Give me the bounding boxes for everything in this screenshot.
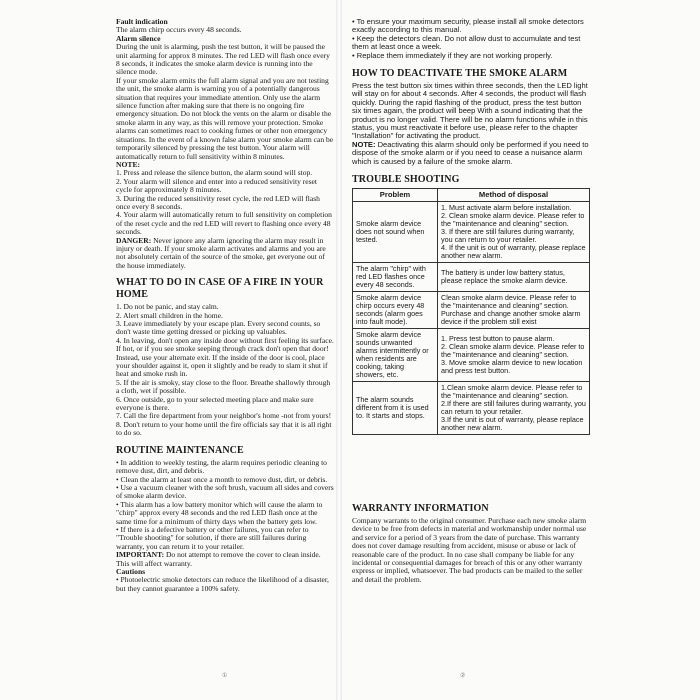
fire-step: 2. Alert small children in the home. xyxy=(116,310,223,320)
deactivate-note-text: Deactivating this alarm should only be performed if you need to dispose of the smoke alarm or if you need to cease a nuisance alarm which is caused by a failure of the smoke alarm. xyxy=(352,139,589,166)
fault-title: Fault indication xyxy=(116,17,168,26)
deactivate-note xyxy=(352,141,592,166)
table-row xyxy=(353,329,590,382)
maintenance-item: • Use a vacuum cleaner with the soft brush, vacuum all sides and covers of smoke alarm device. xyxy=(116,482,334,501)
cautions-text: • Photoelectric smoke detectors can reduce the likelihood of a disaster, but they cannot guarantee a 100% safety. xyxy=(116,575,329,593)
note-list xyxy=(116,169,334,236)
trouble-title: TROUBLE SHOOTING xyxy=(352,174,460,186)
right-page-number: ② xyxy=(460,673,466,679)
security-item: • To ensure your maximum security, please install all smoke detectors exactly according to this manual. xyxy=(352,17,584,35)
danger-paragraph xyxy=(116,237,334,271)
maintenance-item: • In addition to weekly testing, the alarm requires periodic cleaning to remove dust, dirt, and debris. xyxy=(116,457,327,476)
danger-text: Never ignore any alarm ignoring the alarm may result in injury or death. If your smoke alarm activates and alarms and you are not absolutely certain of the source of the smoke, get everyone out of the house immediately. xyxy=(116,235,326,270)
maintenance-item: • If there is a defective battery or other failures, you can refer to "Trouble shooting" for solution, if there are still failures during warranty, you can return it to your retailer. xyxy=(116,524,309,551)
important-text: Do not attempt to remove the cover to clean inside. This will affect warranty. xyxy=(116,550,321,568)
right-column xyxy=(352,18,592,435)
left-column xyxy=(116,18,334,593)
method-cell: 1. Must activate alarm before installation. 2. Clean smoke alarm device. Please refer to the "maintenance and cleaning" section. 3. If there are still failures during warranty, you can return to your retailer. 4. If the unit is out of warranty, please replace another new alarm. xyxy=(438,202,590,263)
fire-step: 3. Leave immediately by your escape plan. Every second counts, so don't waste time getting dressed or picking up valuables. xyxy=(116,319,321,337)
maintenance-item: • Clean the alarm at least once a month to remove dust, dirt, or debris. xyxy=(116,474,328,484)
silence-title: Alarm silence xyxy=(116,33,161,43)
table-row xyxy=(353,292,590,329)
problem-cell: The alarm "chirp" with red LED flashes once every 48 seconds. xyxy=(353,263,438,292)
page-gutter xyxy=(336,0,342,700)
fault-text: The alarm chirp occurs every 48 seconds. xyxy=(116,25,242,35)
maintenance-list xyxy=(116,459,334,551)
maintenance-item: • This alarm has a low battery monitor which will cause the alarm to "chirp" approx every 48 seconds and the red LED flash once at the same time for a minimum of thirty days when the battery gets low. xyxy=(116,499,323,526)
important-label: IMPORTANT: xyxy=(116,550,165,560)
important-paragraph xyxy=(116,551,334,568)
fire-step: 1. Do not be panic, and stay calm. xyxy=(116,302,219,312)
method-cell: Clean smoke alarm device. Please refer to the "maintenance and cleaning" section. Purchase and change another smoke alarm device if the problem still exist xyxy=(438,292,590,329)
problem-cell: Smoke alarm device sounds unwanted alarms intermittently or when residents are cooking, taking showers, etc. xyxy=(353,329,438,382)
danger-label: DANGER: xyxy=(116,235,152,245)
deactivate-text: Press the test button six times within three seconds, then the LED light will stay on for about 4 seconds. After 4 seconds, the product will flash quickly. During the rapid flashing of the product, press the test button six times again, the product will beep With a sound indicating that the product is no longer valid. There will be no alarm functions while in this status, you must reactivate it before use, please refer to the chapter "Installation" for activating the product. xyxy=(352,81,588,141)
fire-step: 7. Call the fire department from your neighbor's home -not from yours! xyxy=(116,411,332,421)
deactivate-note-label: NOTE: xyxy=(352,139,376,149)
deactivate-title: HOW TO DEACTIVATE THE SMOKE ALARM xyxy=(352,68,568,80)
note-title: NOTE: xyxy=(116,159,141,169)
left-page-number: ① xyxy=(222,673,228,679)
security-item: • Keep the detectors clean. Do not allow dust to accumulate and test them at least once a week. xyxy=(352,33,581,52)
problem-cell: Smoke alarm device does not sound when tested. xyxy=(353,202,438,263)
method-cell: 1.Clean smoke alarm device. Please refer to the "maintenance and cleaning" section. 2.If there are still failures during warranty, you can return to your retailer. 3.If the unit is out of warranty, please replace another new alarm. xyxy=(438,382,590,435)
note-item: 1. Press and release the silence button, the alarm sound will stop. xyxy=(116,168,313,178)
column-header-problem: Problem xyxy=(353,189,438,202)
security-item: • Replace them immediately if they are not working properly. xyxy=(352,50,553,60)
table-row xyxy=(353,263,590,292)
maintenance-title: ROUTINE MAINTENANCE xyxy=(116,444,244,456)
note-item: 2. Your alarm will silence and enter into a reduced sensitivity reset cycle for approximately 8 minutes. xyxy=(116,176,317,195)
cautions-title: Cautions xyxy=(116,566,146,576)
silence-paragraph-2: If your smoke alarm emits the full alarm signal and you are not testing the unit, the smoke alarm is warning you of a potentially dangerous situation that requires your immediate attention. Only use the alarm silence function after making sure that there is no ongoing fire emergency situation. Do not block the vents on the alarm or disable the smoke alarm in any way, as this will remove your protection. Smoke alarms can sometimes react to cooking fumes or other non emergency situations. In the event of a known false alarm your smoke alarm can be temporarily silenced by pressing the test button. Your alarm will automatically return to full sensitivity within 8 minutes. xyxy=(116,75,334,161)
troubleshooting-table xyxy=(352,188,590,435)
fire-step: 8. Don't return to your home until the fire officials say that it is all right to do so. xyxy=(116,419,332,438)
method-cell: 1. Press test button to pause alarm. 2. Clean smoke alarm device. Please refer to the "maintenance and cleaning" section. 3. Move smoke alarm device to new location and press test button. xyxy=(438,329,590,382)
warranty-title: WARRANTY INFORMATION xyxy=(352,503,489,514)
fire-section-title: WHAT TO DO IN CASE OF A FIRE IN YOUR HOME xyxy=(116,277,324,301)
fire-step: 6. Once outside, go to your selected meeting place and make sure everyone is there. xyxy=(116,394,314,413)
table-row xyxy=(353,202,590,263)
fire-step: 5. If the air is smoky, stay close to the floor. Breathe shallowly through a cloth, wet if possible. xyxy=(116,377,331,396)
warranty-text: Company warrants to the original consumer. Purchase each new smoke alarm device to be free from defects in material and workmanship under normal use and service for a period of 3 years from the date of purchase. This warranty does not cover damage resulting from accident, misuse or abuse or lack of reasonable care of the product. In no case shall company be liable for any incidental or consequential damages for breach of this or any other warranty express or implied, whatsoever. The bad products can be mailed to the seller and detail the problem. xyxy=(352,516,587,584)
problem-cell: The alarm sounds different from it is used to. It starts and stops. xyxy=(353,382,438,435)
table-header-row xyxy=(353,189,590,202)
fire-steps-list xyxy=(116,303,334,438)
method-cell: The battery is under low battery status, please replace the smoke alarm device. xyxy=(438,263,590,292)
note-item: 3. During the reduced sensitivity reset cycle, the red LED will flash once every 8 seconds. xyxy=(116,193,320,211)
column-header-method: Method of disposal xyxy=(438,189,590,202)
fire-step: 4. In leaving, don't open any inside door without first feeling its surface. If hot, or if you see smoke seeping through crack don't open that door! Instead, use your alternate exit. If the inside of the door is cool, place your shoulder against it, open it slightly and be ready to slam it shut if heat and smoke rush in. xyxy=(116,335,334,379)
table-row xyxy=(353,382,590,435)
note-item: 4. Your alarm will automatically return to full sensitivity on completion of the reset cycle and the red LED will revert to flashing once every 48 seconds. xyxy=(116,210,332,237)
silence-paragraph-1: During the unit is alarming, push the test button, it will be paused the unit alarming for approx 8 minutes. The red LED will flash once every 8 seconds, it indicates the smoke alarm device is running into the silence mode. xyxy=(116,42,330,77)
security-list xyxy=(352,18,592,60)
problem-cell: Smoke alarm device chirp occurs every 48 seconds (alarm goes into fault mode). xyxy=(353,292,438,329)
warranty-section xyxy=(352,503,592,584)
